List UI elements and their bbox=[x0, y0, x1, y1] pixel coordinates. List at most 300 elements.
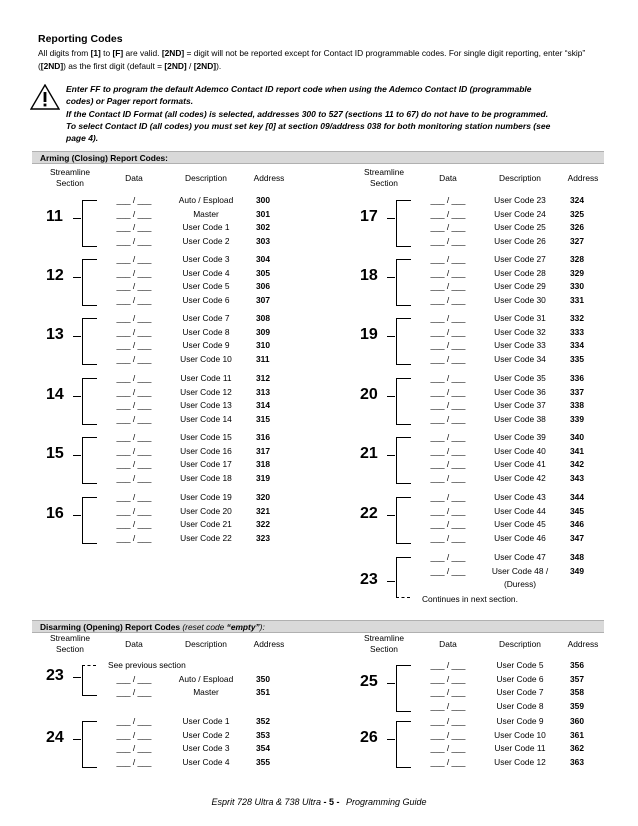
code-address: 343 bbox=[570, 472, 584, 483]
code-address: 316 bbox=[256, 432, 270, 442]
disarming-note: (reset code bbox=[182, 622, 227, 632]
data-entry-field[interactable]: ___ / ___ bbox=[116, 532, 152, 543]
intro-text: ). bbox=[216, 61, 222, 71]
bracket-connector bbox=[387, 336, 395, 337]
code-description: User Code 45 bbox=[494, 519, 546, 529]
code-description: User Code 28 bbox=[494, 267, 546, 278]
data-entry-field[interactable]: ___ / ___ bbox=[430, 400, 466, 410]
code-address: 300 bbox=[256, 195, 270, 205]
data-entry-field[interactable]: ___ / ___ bbox=[116, 716, 152, 726]
code-description: User Code 18 bbox=[180, 472, 232, 483]
key-2nd: [2ND] bbox=[164, 61, 187, 71]
key-2nd: [2ND] bbox=[40, 61, 64, 71]
warning-line: If the Contact ID Format (all codes) is selected, addresses 300 to 527 (sections 11 to 67) do not have to be programmed. bbox=[66, 108, 549, 119]
section-number-14: 14 bbox=[46, 386, 64, 404]
section-number-15: 15 bbox=[46, 445, 64, 463]
column-header-section bbox=[40, 167, 100, 189]
code-address: 321 bbox=[256, 505, 270, 516]
data-entry-field[interactable]: ___ / ___ bbox=[430, 340, 466, 350]
code-description: User Code 12 bbox=[180, 386, 232, 397]
column-header-section bbox=[40, 633, 100, 655]
code-description: User Code 44 bbox=[494, 505, 546, 516]
code-address: 303 bbox=[256, 235, 270, 246]
data-entry-field[interactable]: ___ / ___ bbox=[116, 326, 152, 337]
intro-text: are valid. bbox=[123, 48, 162, 58]
warning-icon bbox=[30, 84, 60, 110]
disarming-title: Disarming (Opening) Report Codes bbox=[40, 622, 181, 632]
page-heading: Reporting Codes bbox=[38, 33, 123, 45]
code-address: 314 bbox=[256, 400, 270, 410]
section-number-11: 11 bbox=[46, 208, 63, 226]
code-description: User Code 4 bbox=[182, 267, 230, 278]
key-2nd: [2ND] bbox=[161, 48, 185, 58]
section-number-26: 26 bbox=[360, 729, 378, 747]
column-header-data: Data bbox=[439, 173, 457, 183]
code-description: User Code 36 bbox=[494, 386, 546, 397]
warning-line: page 4). bbox=[66, 133, 99, 144]
data-entry-field[interactable]: ___ / ___ bbox=[116, 195, 152, 205]
code-description: User Code 40 bbox=[494, 445, 546, 456]
data-entry-field[interactable]: ___ / ___ bbox=[430, 565, 466, 576]
section-bracket bbox=[396, 665, 411, 712]
key-f: [F] bbox=[112, 48, 124, 58]
code-address: 310 bbox=[256, 340, 270, 350]
bracket-connector bbox=[387, 218, 395, 219]
code-address: 311 bbox=[256, 353, 270, 364]
code-description: User Code 19 bbox=[180, 492, 232, 502]
data-entry-field[interactable]: ___ / ___ bbox=[116, 281, 152, 291]
data-entry-field[interactable]: ___ / ___ bbox=[430, 492, 466, 502]
data-entry-field[interactable]: ___ / ___ bbox=[430, 432, 466, 442]
bracket-connector bbox=[387, 739, 395, 740]
section-bracket bbox=[82, 665, 97, 696]
header-line: Streamline bbox=[363, 633, 405, 643]
data-entry-field[interactable]: ___ / ___ bbox=[116, 445, 152, 456]
code-address: 341 bbox=[570, 445, 584, 456]
data-entry-field[interactable]: ___ / ___ bbox=[116, 673, 152, 684]
code-address: 320 bbox=[256, 492, 270, 502]
code-address: 355 bbox=[256, 756, 270, 767]
data-entry-field[interactable]: ___ / ___ bbox=[430, 552, 466, 562]
code-description-duress: (Duress) bbox=[503, 579, 537, 589]
code-address: 318 bbox=[256, 459, 270, 469]
code-address: 351 bbox=[256, 687, 270, 697]
code-description: User Code 46 bbox=[494, 532, 546, 543]
code-address: 304 bbox=[256, 254, 270, 264]
section-number-25: 25 bbox=[360, 673, 378, 691]
column-header-description: Description bbox=[499, 639, 541, 649]
code-address: 330 bbox=[570, 281, 584, 291]
code-address: 329 bbox=[570, 267, 584, 278]
code-address: 301 bbox=[256, 208, 270, 219]
code-address: 324 bbox=[570, 195, 584, 205]
section-number-23: 23 bbox=[46, 667, 64, 684]
code-address: 346 bbox=[570, 519, 584, 529]
data-entry-field[interactable]: ___ / ___ bbox=[116, 400, 152, 410]
section-bracket bbox=[82, 497, 97, 544]
code-address: 322 bbox=[256, 519, 270, 529]
data-entry-field[interactable]: ___ / ___ bbox=[116, 756, 152, 767]
footer-guide: Programming Guide bbox=[346, 797, 427, 807]
code-address: 348 bbox=[570, 552, 584, 562]
code-address: 331 bbox=[570, 294, 584, 305]
intro-text: All digits from bbox=[38, 48, 91, 58]
code-description: User Code 33 bbox=[494, 340, 546, 350]
header-line: Streamline bbox=[363, 167, 405, 177]
data-entry-field[interactable]: ___ / ___ bbox=[116, 687, 152, 697]
column-header-section bbox=[354, 167, 414, 189]
bracket-connector bbox=[387, 396, 395, 397]
code-address: 360 bbox=[570, 716, 584, 726]
see-previous-note: See previous section bbox=[108, 660, 186, 670]
data-entry-field[interactable]: ___ / ___ bbox=[116, 294, 152, 305]
section-number-20: 20 bbox=[360, 386, 378, 404]
code-description: User Code 23 bbox=[494, 195, 546, 205]
section-bracket bbox=[82, 318, 97, 365]
data-entry-field[interactable]: ___ / ___ bbox=[430, 472, 466, 483]
code-description: User Code 11 bbox=[494, 743, 546, 753]
disarming-empty: “empty” bbox=[226, 622, 260, 632]
data-entry-field[interactable]: ___ / ___ bbox=[116, 386, 152, 397]
data-entry-field[interactable]: ___ / ___ bbox=[430, 313, 466, 323]
code-description: User Code 6 bbox=[182, 294, 230, 305]
column-header-data: Data bbox=[125, 639, 143, 649]
code-address: 315 bbox=[256, 413, 270, 424]
code-description: User Code 47 bbox=[494, 552, 546, 562]
code-description: Auto / Espload bbox=[178, 673, 234, 684]
data-entry-field[interactable]: ___ / ___ bbox=[116, 519, 152, 529]
data-entry-field[interactable]: ___ / ___ bbox=[430, 353, 466, 364]
code-description: User Code 12 bbox=[494, 756, 546, 767]
continues-note: Continues in next section. bbox=[422, 594, 518, 604]
section-number-21: 21 bbox=[360, 445, 378, 463]
code-address: 307 bbox=[256, 294, 270, 305]
bracket-connector bbox=[73, 218, 81, 219]
page-footer bbox=[0, 797, 638, 807]
code-address: 354 bbox=[256, 743, 270, 753]
code-description: User Code 4 bbox=[182, 756, 230, 767]
data-entry-field[interactable]: ___ / ___ bbox=[430, 195, 466, 205]
code-description: User Code 11 bbox=[180, 373, 232, 383]
code-address: 323 bbox=[256, 532, 270, 543]
code-address: 349 bbox=[570, 565, 584, 576]
data-entry-field[interactable]: ___ / ___ bbox=[116, 313, 152, 323]
code-address: 313 bbox=[256, 386, 270, 397]
section-bracket bbox=[396, 318, 411, 365]
code-address: 326 bbox=[570, 222, 584, 232]
data-entry-field[interactable]: ___ / ___ bbox=[430, 743, 466, 753]
section-number-23: 23 bbox=[360, 571, 378, 588]
warning-line: codes) or Pager report formats. bbox=[66, 96, 194, 107]
column-header-address: Address bbox=[253, 639, 285, 649]
data-entry-field[interactable]: ___ / ___ bbox=[116, 729, 152, 740]
code-description: User Code 1 bbox=[182, 716, 230, 726]
section-number-16: 16 bbox=[46, 505, 64, 523]
header-line: Section bbox=[56, 644, 84, 654]
data-entry-field[interactable]: ___ / ___ bbox=[116, 340, 152, 350]
intro-paragraph bbox=[38, 47, 608, 73]
section-bracket bbox=[82, 259, 97, 306]
section-number-12: 12 bbox=[46, 267, 64, 285]
code-description: User Code 25 bbox=[494, 222, 546, 232]
code-description: User Code 38 bbox=[494, 413, 546, 424]
bracket-connector bbox=[73, 455, 81, 456]
code-description: User Code 30 bbox=[494, 294, 546, 305]
warning-note bbox=[66, 83, 606, 144]
footer-page-number: - 5 - bbox=[320, 797, 342, 807]
code-description: User Code 13 bbox=[180, 400, 232, 410]
code-address: 363 bbox=[570, 756, 584, 767]
code-description: User Code 10 bbox=[180, 353, 232, 364]
code-description: User Code 17 bbox=[180, 459, 232, 469]
data-entry-field[interactable]: ___ / ___ bbox=[430, 235, 466, 246]
code-description: User Code 2 bbox=[182, 235, 230, 246]
bracket-connector bbox=[387, 455, 395, 456]
column-header-description: Description bbox=[185, 639, 227, 649]
header-line: Section bbox=[56, 178, 84, 188]
code-address: 305 bbox=[256, 267, 270, 278]
data-entry-field[interactable]: ___ / ___ bbox=[116, 373, 152, 383]
code-description: User Code 9 bbox=[496, 716, 544, 726]
data-entry-field[interactable]: ___ / ___ bbox=[430, 222, 466, 232]
code-description: User Code 16 bbox=[180, 445, 232, 456]
code-description: User Code 8 bbox=[496, 700, 544, 711]
code-description: User Code 10 bbox=[494, 729, 546, 740]
code-address: 312 bbox=[256, 373, 270, 383]
code-description: User Code 43 bbox=[494, 492, 546, 502]
bracket-connector bbox=[387, 515, 395, 516]
key-2nd: [2ND] bbox=[193, 61, 217, 71]
column-header-address: Address bbox=[567, 639, 599, 649]
code-address: 357 bbox=[570, 673, 584, 684]
code-address: 328 bbox=[570, 254, 584, 264]
code-description: User Code 41 bbox=[494, 459, 546, 469]
code-address: 327 bbox=[570, 235, 584, 246]
section-number-19: 19 bbox=[360, 326, 378, 344]
code-address: 353 bbox=[256, 729, 270, 740]
code-address: 336 bbox=[570, 373, 584, 383]
code-description: User Code 20 bbox=[180, 505, 232, 516]
code-address: 344 bbox=[570, 492, 584, 502]
code-address: 339 bbox=[570, 413, 584, 424]
code-description: User Code 3 bbox=[182, 254, 230, 264]
section-bracket bbox=[82, 437, 97, 484]
data-entry-field[interactable]: ___ / ___ bbox=[430, 326, 466, 337]
data-entry-field[interactable]: ___ / ___ bbox=[430, 660, 466, 670]
data-entry-field[interactable]: ___ / ___ bbox=[116, 472, 152, 483]
data-entry-field[interactable]: ___ / ___ bbox=[116, 235, 152, 246]
column-header-section bbox=[354, 633, 414, 655]
code-description: User Code 14 bbox=[180, 413, 232, 424]
data-entry-field[interactable]: ___ / ___ bbox=[116, 459, 152, 469]
code-description: Auto / Espload bbox=[178, 195, 234, 205]
code-address: 325 bbox=[570, 208, 584, 219]
code-description: User Code 1 bbox=[182, 222, 230, 232]
key-1: [1] bbox=[90, 48, 101, 58]
section-number-24: 24 bbox=[46, 729, 64, 747]
code-description: User Code 5 bbox=[182, 281, 230, 291]
data-entry-field[interactable]: ___ / ___ bbox=[116, 267, 152, 278]
data-entry-field[interactable]: ___ / ___ bbox=[116, 492, 152, 502]
code-description: Master bbox=[193, 687, 219, 697]
code-address: 302 bbox=[256, 222, 270, 232]
section-bracket bbox=[82, 200, 97, 247]
bracket-connector bbox=[73, 739, 81, 740]
data-entry-field[interactable]: ___ / ___ bbox=[430, 716, 466, 726]
code-description: User Code 37 bbox=[494, 400, 546, 410]
header-line: Section bbox=[370, 178, 398, 188]
arming-section-header: Arming (Closing) Report Codes: bbox=[32, 151, 604, 164]
data-entry-field[interactable]: ___ / ___ bbox=[430, 413, 466, 424]
code-address: 317 bbox=[256, 445, 270, 456]
bracket-connector bbox=[73, 336, 81, 337]
code-description: User Code 22 bbox=[180, 532, 232, 543]
intro-text: / bbox=[186, 61, 194, 71]
section-number-13: 13 bbox=[46, 326, 64, 344]
section-number-17: 17 bbox=[360, 208, 378, 226]
data-entry-field[interactable]: ___ / ___ bbox=[116, 208, 152, 219]
code-address: 332 bbox=[570, 313, 584, 323]
column-header-data: Data bbox=[125, 173, 143, 183]
header-line: Section bbox=[370, 644, 398, 654]
intro-text: ) as the first digit (default = bbox=[63, 61, 165, 71]
column-header-description: Description bbox=[499, 173, 541, 183]
data-entry-field[interactable]: ___ / ___ bbox=[116, 743, 152, 753]
section-bracket bbox=[396, 497, 411, 544]
code-description: User Code 6 bbox=[496, 673, 544, 684]
bracket-connector bbox=[73, 396, 81, 397]
header-line: Streamline bbox=[49, 633, 91, 643]
section-bracket bbox=[82, 378, 97, 425]
bracket-connector bbox=[73, 515, 81, 516]
data-entry-field[interactable]: ___ / ___ bbox=[430, 294, 466, 305]
code-address: 333 bbox=[570, 326, 584, 337]
data-entry-field[interactable]: ___ / ___ bbox=[116, 222, 152, 232]
warning-line: Enter FF to program the default Ademco Contact ID report code when using the Ademco Contact ID (programmable bbox=[66, 84, 532, 94]
code-address: 362 bbox=[570, 743, 584, 753]
code-description: User Code 32 bbox=[494, 326, 546, 337]
bracket-connector bbox=[73, 677, 81, 678]
code-description: User Code 3 bbox=[182, 743, 230, 753]
data-entry-field[interactable]: ___ / ___ bbox=[430, 267, 466, 278]
data-entry-field[interactable]: ___ / ___ bbox=[430, 532, 466, 543]
code-address: 338 bbox=[570, 400, 584, 410]
data-entry-field[interactable]: ___ / ___ bbox=[430, 373, 466, 383]
data-entry-field[interactable]: ___ / ___ bbox=[430, 208, 466, 219]
code-description: User Code 21 bbox=[180, 519, 232, 529]
code-address: 342 bbox=[570, 459, 584, 469]
data-entry-field[interactable]: ___ / ___ bbox=[430, 445, 466, 456]
section-bracket bbox=[82, 721, 97, 768]
bracket-connector bbox=[387, 277, 395, 278]
code-description: User Code 39 bbox=[494, 432, 546, 442]
footer-product: Esprit 728 Ultra & 738 Ultra bbox=[211, 797, 321, 807]
section-bracket bbox=[396, 378, 411, 425]
data-entry-field[interactable]: ___ / ___ bbox=[430, 459, 466, 469]
code-description: User Code 31 bbox=[494, 313, 546, 323]
code-description: User Code 9 bbox=[182, 340, 230, 350]
section-bracket bbox=[396, 259, 411, 306]
bracket-connector bbox=[387, 581, 395, 582]
data-entry-field[interactable]: ___ / ___ bbox=[430, 505, 466, 516]
code-description: User Code 34 bbox=[494, 353, 546, 364]
data-entry-field[interactable]: ___ / ___ bbox=[430, 729, 466, 740]
data-entry-field[interactable]: ___ / ___ bbox=[430, 756, 466, 767]
section-bracket bbox=[396, 721, 411, 768]
data-entry-field[interactable]: ___ / ___ bbox=[430, 687, 466, 697]
code-address: 361 bbox=[570, 729, 584, 740]
code-address: 359 bbox=[570, 700, 584, 711]
code-address: 358 bbox=[570, 687, 584, 697]
warning-line: To select Contact ID (all codes) you must set key [0] at section 09/address 038 for both monitoring station numbers (see bbox=[66, 120, 551, 131]
data-entry-field[interactable]: ___ / ___ bbox=[430, 386, 466, 397]
code-description: User Code 48 / bbox=[491, 565, 549, 576]
data-entry-field[interactable]: ___ / ___ bbox=[116, 353, 152, 364]
data-entry-field[interactable]: ___ / ___ bbox=[430, 519, 466, 529]
code-description: User Code 29 bbox=[494, 281, 546, 291]
data-entry-field[interactable]: ___ / ___ bbox=[430, 254, 466, 264]
section-number-22: 22 bbox=[360, 505, 378, 523]
code-description: User Code 35 bbox=[494, 373, 546, 383]
code-address: 319 bbox=[256, 472, 270, 483]
code-description: User Code 24 bbox=[494, 208, 546, 219]
code-address: 356 bbox=[570, 660, 584, 670]
section-bracket-dashed bbox=[396, 597, 410, 598]
intro-text: = digit will not be reported except for Contact ID programmable codes. For single digit reporting, enter “skip” ( bbox=[38, 48, 586, 71]
code-address: 340 bbox=[570, 432, 584, 442]
column-header-address: Address bbox=[567, 173, 599, 183]
code-description: User Code 7 bbox=[496, 687, 544, 697]
bracket-connector bbox=[73, 277, 81, 278]
code-address: 352 bbox=[256, 716, 270, 726]
code-description: User Code 2 bbox=[182, 729, 230, 740]
header-line: Streamline bbox=[49, 167, 91, 177]
column-header-description: Description bbox=[185, 173, 227, 183]
disarming-section-header bbox=[32, 620, 604, 633]
bracket-connector bbox=[387, 683, 395, 684]
code-address: 337 bbox=[570, 386, 584, 397]
code-description: User Code 26 bbox=[494, 235, 546, 246]
code-description: Master bbox=[193, 208, 219, 219]
code-description: User Code 27 bbox=[494, 254, 546, 264]
code-address: 335 bbox=[570, 353, 584, 364]
data-entry-field[interactable]: ___ / ___ bbox=[430, 700, 466, 711]
code-address: 306 bbox=[256, 281, 270, 291]
data-entry-field[interactable]: ___ / ___ bbox=[430, 281, 466, 291]
data-entry-field[interactable]: ___ / ___ bbox=[116, 505, 152, 516]
section-number-18: 18 bbox=[360, 267, 378, 285]
data-entry-field[interactable]: ___ / ___ bbox=[116, 254, 152, 264]
code-description: User Code 15 bbox=[180, 432, 232, 442]
disarming-note-end: ): bbox=[259, 622, 265, 632]
code-description: User Code 8 bbox=[182, 326, 230, 337]
code-address: 350 bbox=[256, 673, 270, 684]
section-bracket bbox=[396, 200, 411, 247]
column-header-data: Data bbox=[439, 639, 457, 649]
code-address: 347 bbox=[570, 532, 584, 543]
section-bracket bbox=[396, 437, 411, 484]
code-address: 309 bbox=[256, 326, 270, 337]
code-address: 334 bbox=[570, 340, 584, 350]
data-entry-field[interactable]: ___ / ___ bbox=[116, 432, 152, 442]
code-description: User Code 5 bbox=[496, 660, 544, 670]
data-entry-field[interactable]: ___ / ___ bbox=[430, 673, 466, 684]
code-description: User Code 42 bbox=[494, 472, 546, 483]
code-address: 308 bbox=[256, 313, 270, 323]
code-address: 345 bbox=[570, 505, 584, 516]
data-entry-field[interactable]: ___ / ___ bbox=[116, 413, 152, 424]
section-bracket bbox=[396, 557, 411, 598]
